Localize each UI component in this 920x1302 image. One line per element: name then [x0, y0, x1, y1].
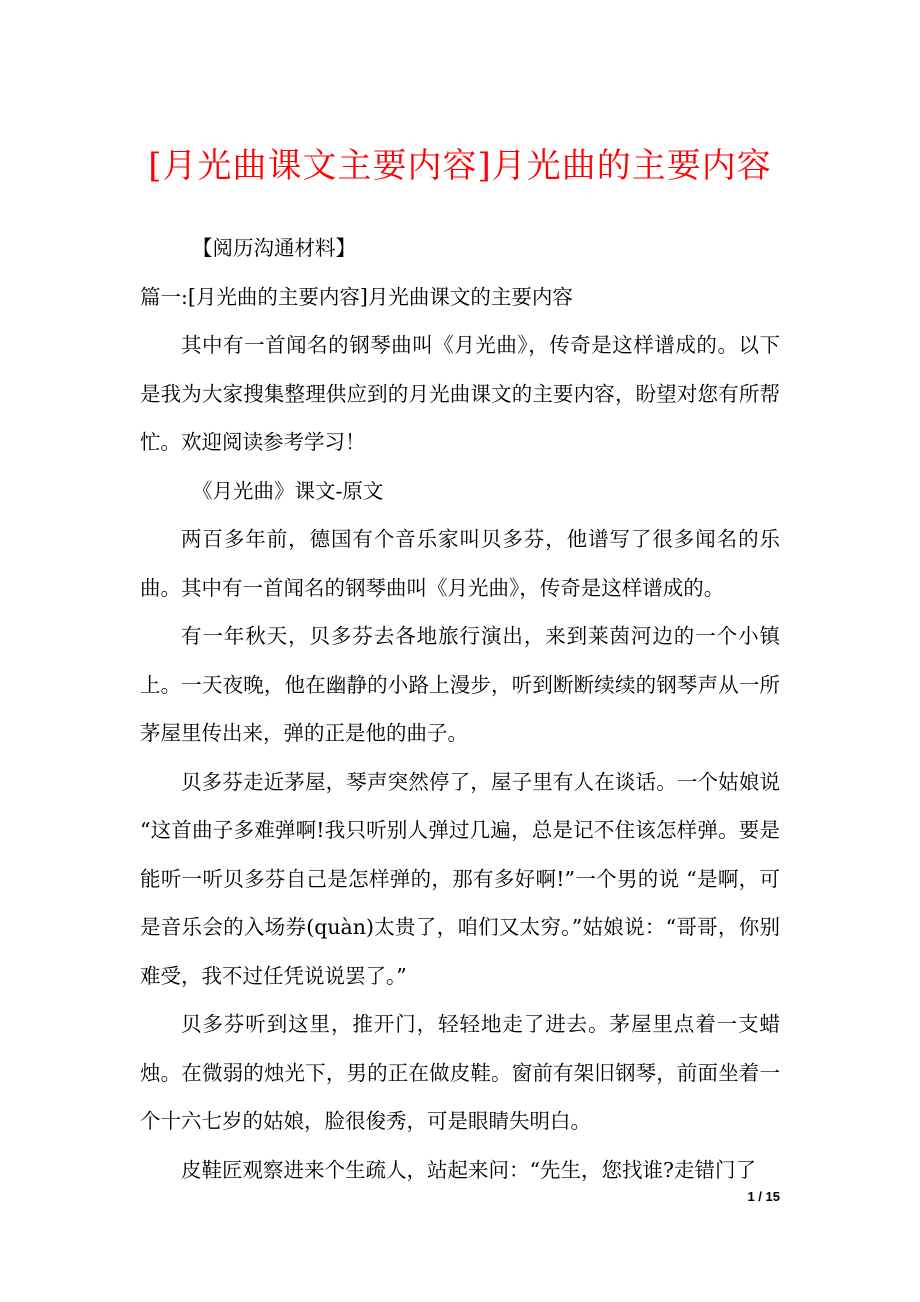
paragraph: 皮鞋匠观察进来个生疏人，站起来问：“先生，您找谁?走错门了: [181, 1157, 756, 1182]
paragraph-chapter-heading: 篇一:[月光曲的主要内容]月光曲课文的主要内容: [140, 284, 573, 309]
paragraph: 两百多年前，德国有个音乐家叫贝多芬，他谱写了很多闻名的乐曲。其中有一首闻名的钢琴曲叫《月光曲》，传奇是这样谱成的。: [140, 527, 780, 600]
paragraph-intro: 其中有一首闻名的钢琴曲叫《月光曲》，传奇是这样谱成的。以下是我为大家搜集整理供应到的月光曲课文的主要内容，盼望对您有所帮忙。欢迎阅读参考学习！: [140, 333, 780, 454]
document-title: [月光曲课文主要内容]月光曲的主要内容: [148, 146, 772, 186]
page-number: 1 / 15: [747, 1189, 780, 1204]
paragraph-section-label: 【阅历沟通材料】: [192, 236, 356, 260]
paragraph: 有一年秋天，贝多芬去各地旅行演出，来到莱茵河边的一个小镇上。一天夜晚，他在幽静的小路上漫步，听到断断续续的钢琴声从一所茅屋里传出来，弹的正是他的曲子。: [140, 624, 780, 745]
document-body: [140, 224, 780, 1194]
paragraph: 贝多芬走近茅屋，琴声突然停了，屋子里有人在谈话。一个姑娘说 “这首曲子多难弹啊!我只听别人弹过几遍，总是记不住该怎样弹。要是能听一听贝多芬自己是怎样弹的，那有多好啊!”一个男的说 “是啊，可是音乐会的入场券(quàn)太贵了，咱们又太穷。”姑娘说：“哥哥，你别难受，我不过任凭说说罢了。”: [140, 769, 780, 988]
paragraph-subheading: 《月光曲》课文-原文: [192, 478, 384, 503]
paragraph: 贝多芬听到这里，推开门，轻轻地走了进去。茅屋里点着一支蜡烛。在微弱的烛光下，男的正在做皮鞋。窗前有架旧钢琴，前面坐着一个十六七岁的姑娘，脸很俊秀，可是眼睛失明白。: [140, 1012, 780, 1133]
